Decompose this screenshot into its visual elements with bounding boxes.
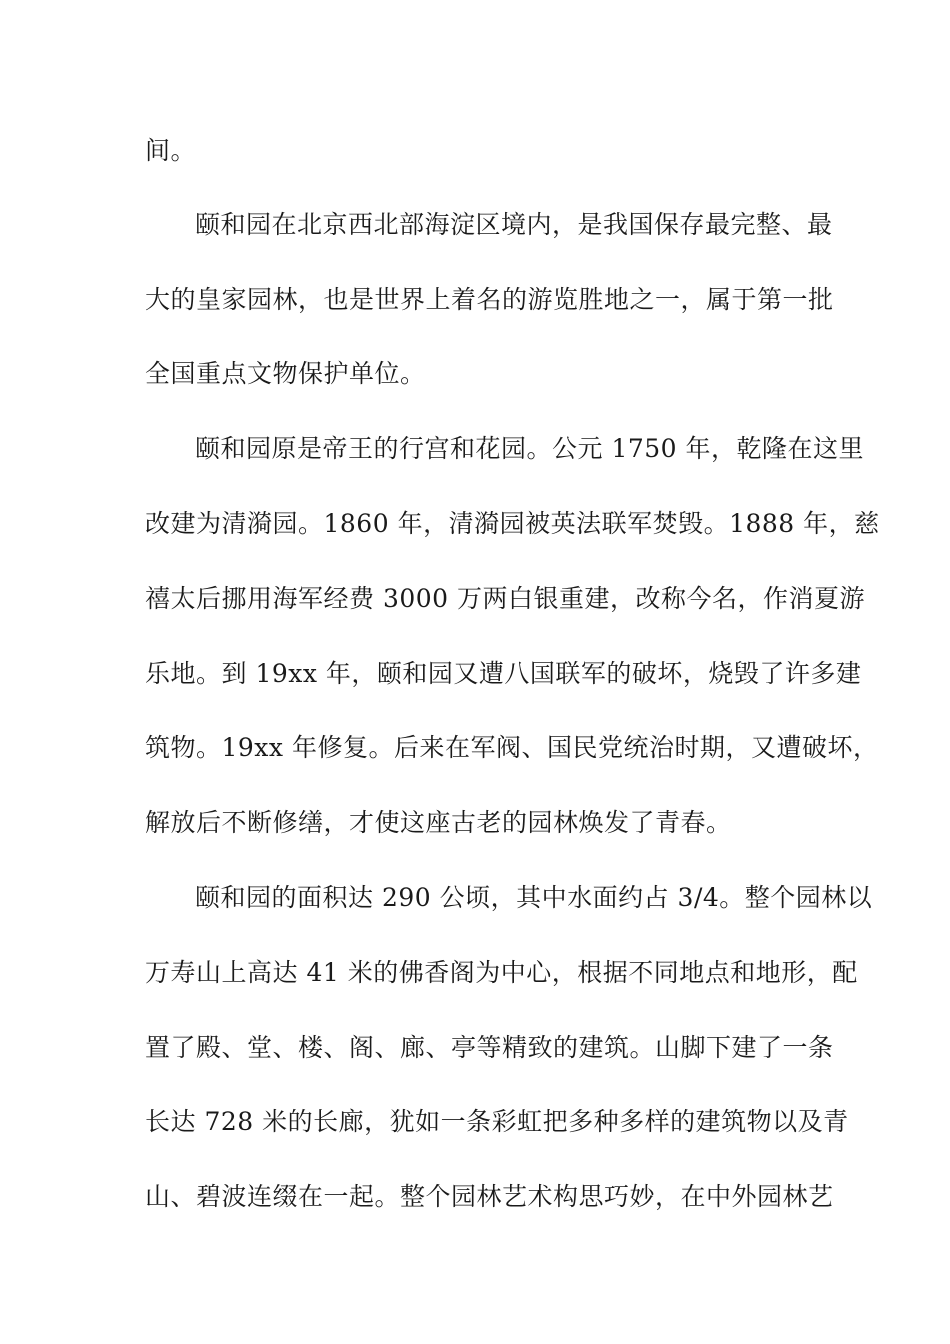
text-line: 乐地。到 19xx 年，颐和园又遭八国联军的破坏，烧毁了许多建 bbox=[145, 659, 862, 688]
text-line: 筑物。19xx 年修复。后来在军阀、国民党统治时期，又遭破坏， bbox=[145, 733, 879, 762]
text-line: 全国重点文物保护单位。 bbox=[145, 359, 426, 388]
text-line: 置了殿、堂、楼、阁、廊、亭等精致的建筑。山脚下建了一条 bbox=[145, 1033, 834, 1062]
text-line: 改建为清漪园。1860 年，清漪园被英法联军焚毁。1888 年，慈 bbox=[145, 509, 880, 538]
text-line: 禧太后挪用海军经费 3000 万两白银重建，改称今名，作消夏游 bbox=[145, 584, 866, 613]
text-line: 间。 bbox=[145, 136, 197, 165]
text-line: 解放后不断修缮，才使这座古老的园林焕发了青春。 bbox=[145, 808, 732, 837]
text-line: 颐和园在北京西北部海淀区境内，是我国保存最完整、最 bbox=[195, 210, 833, 239]
text-line: 长达 728 米的长廊，犹如一条彩虹把多种多样的建筑物以及青 bbox=[145, 1107, 849, 1136]
text-line: 山、碧波连缀在一起。整个园林艺术构思巧妙，在中外园林艺 bbox=[145, 1182, 834, 1211]
text-line: 颐和园的面积达 290 公顷，其中水面约占 3/4。整个园林以 bbox=[195, 883, 873, 912]
text-line: 大的皇家园林，也是世界上着名的游览胜地之一，属于第一批 bbox=[145, 285, 834, 314]
text-line: 颐和园原是帝王的行宫和花园。公元 1750 年，乾隆在这里 bbox=[195, 434, 865, 463]
text-line: 万寿山上高达 41 米的佛香阁为中心，根据不同地点和地形，配 bbox=[145, 958, 858, 987]
